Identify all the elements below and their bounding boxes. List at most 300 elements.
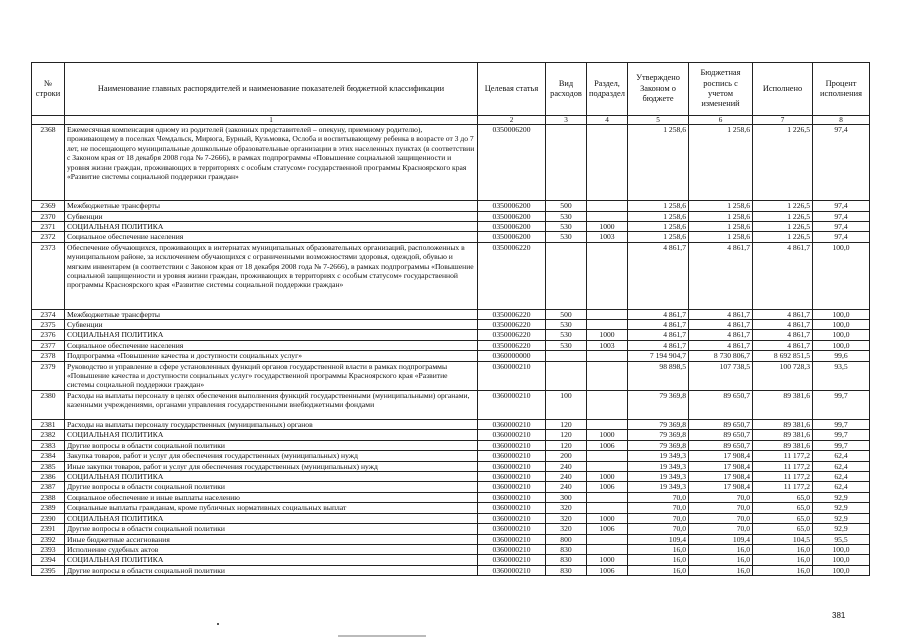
cell-row-number: 2374 xyxy=(32,309,65,319)
cell-section xyxy=(587,461,628,471)
cell-executed: 65,0 xyxy=(753,524,813,534)
cell-executed: 4 861,7 xyxy=(753,320,813,330)
cell-name: Межбюджетные трансферты xyxy=(65,201,478,211)
cell-name: Межбюджетные трансферты xyxy=(65,309,478,319)
column-number: 3 xyxy=(546,116,587,125)
cell-budget-list: 89 650,7 xyxy=(689,440,753,450)
cell-percent: 92,9 xyxy=(813,513,870,523)
cell-name: СОЦИАЛЬНАЯ ПОЛИТИКА xyxy=(65,513,478,523)
cell-name: Социальное обеспечение населения xyxy=(65,232,478,242)
cell-executed: 89 381,6 xyxy=(753,390,813,419)
cell-executed: 1 226,5 xyxy=(753,125,813,201)
cell-executed: 65,0 xyxy=(753,503,813,513)
cell-expense-type: 500 xyxy=(546,309,587,319)
cell-section xyxy=(587,201,628,211)
cell-name: Закупка товаров, работ и услуг для обеспечения государственных (муниципальных) нужд xyxy=(65,451,478,461)
cell-executed: 1 226,5 xyxy=(753,201,813,211)
cell-executed: 89 381,6 xyxy=(753,440,813,450)
column-number: 8 xyxy=(813,116,870,125)
cell-row-number: 2395 xyxy=(32,565,65,575)
cell-expense-type: 120 xyxy=(546,420,587,430)
cell-budget-list: 4 861,7 xyxy=(689,242,753,309)
column-number: 1 xyxy=(65,116,478,125)
cell-name: Иные бюджетные ассигнования xyxy=(65,534,478,544)
cell-expense-type: 530 xyxy=(546,211,587,221)
cell-target-article: 0360000210 xyxy=(478,565,546,575)
cell-approved: 4 861,7 xyxy=(628,309,689,319)
cell-expense-type: 120 xyxy=(546,440,587,450)
cell-expense-type: 830 xyxy=(546,565,587,575)
cell-approved: 70,0 xyxy=(628,524,689,534)
cell-row-number: 2393 xyxy=(32,544,65,554)
cell-budget-list: 1 258,6 xyxy=(689,222,753,232)
cell-row-number: 2394 xyxy=(32,555,65,565)
cell-name: Субвенции xyxy=(65,320,478,330)
cell-expense-type: 200 xyxy=(546,451,587,461)
cell-name: Иные закупки товаров, работ и услуг для обеспечения государственных (муниципальных) нужд xyxy=(65,461,478,471)
cell-percent: 100,0 xyxy=(813,330,870,340)
table-row xyxy=(32,201,870,211)
cell-budget-list: 89 650,7 xyxy=(689,390,753,419)
column-number: 6 xyxy=(689,116,753,125)
cell-approved: 70,0 xyxy=(628,513,689,523)
cell-section xyxy=(587,451,628,461)
cell-budget-list: 4 861,7 xyxy=(689,340,753,350)
cell-executed: 16,0 xyxy=(753,565,813,575)
cell-approved: 19 349,3 xyxy=(628,451,689,461)
cell-row-number: 2371 xyxy=(32,222,65,232)
cell-section xyxy=(587,242,628,309)
cell-executed: 11 177,2 xyxy=(753,451,813,461)
cell-approved: 1 258,6 xyxy=(628,232,689,242)
cell-row-number: 2385 xyxy=(32,461,65,471)
cell-executed: 1 226,5 xyxy=(753,232,813,242)
cell-section: 1003 xyxy=(587,340,628,350)
cell-target-article: 0360000000 xyxy=(478,351,546,361)
cell-target-article: 0350006220 xyxy=(478,340,546,350)
cell-approved: 98 898,5 xyxy=(628,361,689,390)
table-row xyxy=(32,320,870,330)
cell-target-article: 0360000210 xyxy=(478,534,546,544)
cell-approved: 1 258,6 xyxy=(628,125,689,201)
cell-target-article: 0350006200 xyxy=(478,211,546,221)
cell-budget-list: 4 861,7 xyxy=(689,320,753,330)
cell-row-number: 2390 xyxy=(32,513,65,523)
cell-budget-list: 4 861,7 xyxy=(689,309,753,319)
cell-section: 1000 xyxy=(587,513,628,523)
cell-name: Расходы на выплаты персоналу в целях обеспечения выполнения функций государственными (муниципальными) органами, казенными учреждениями, органами управления государственными внебюджетными фондами xyxy=(65,390,478,419)
cell-section xyxy=(587,320,628,330)
cell-expense-type xyxy=(546,242,587,309)
table-row xyxy=(32,309,870,319)
cell-executed: 1 226,5 xyxy=(753,211,813,221)
cell-percent: 97,4 xyxy=(813,211,870,221)
cell-approved: 4 861,7 xyxy=(628,242,689,309)
table-row xyxy=(32,351,870,361)
cell-executed: 104,5 xyxy=(753,534,813,544)
cell-percent: 100,0 xyxy=(813,242,870,309)
cell-section: 1006 xyxy=(587,565,628,575)
cell-section: 1000 xyxy=(587,222,628,232)
cell-percent: 92,9 xyxy=(813,524,870,534)
cell-budget-list: 1 258,6 xyxy=(689,211,753,221)
cell-row-number: 2392 xyxy=(32,534,65,544)
scan-artifact xyxy=(338,635,426,637)
table-row xyxy=(32,503,870,513)
cell-name: Ежемесячная компенсация одному из родителей (законных представителей – опекуну, приемному родителю), проживающему в поселках Чемдальск, Мирюга, Бурный, Кузьмовка, Ослоба и воспитывающему ребенка в возрасте от 3 до 7 лет, не посещающего муниципальные дошкольные образовательные организации в этих населенных пунктах (в соответствии с Законом края от 18 декабря 2008 года № 7-2666), в рамках подпрограммы «Повышение социальной защищенности и уровня жизни граждан, проживающих в территориях с особым статусом» государственной программы Красноярского края «Развитие системы социальной поддержки граждан» xyxy=(65,125,478,201)
cell-name: Другие вопросы в области социальной политики xyxy=(65,565,478,575)
cell-percent: 99,7 xyxy=(813,440,870,450)
table-row xyxy=(32,222,870,232)
cell-target-article: 0360000210 xyxy=(478,503,546,513)
cell-expense-type xyxy=(546,125,587,201)
cell-executed: 11 177,2 xyxy=(753,461,813,471)
cell-executed: 4 861,7 xyxy=(753,340,813,350)
cell-row-number: 2384 xyxy=(32,451,65,461)
table-row xyxy=(32,555,870,565)
cell-executed: 16,0 xyxy=(753,544,813,554)
column-number: 7 xyxy=(753,116,813,125)
header-executed: Исполнено xyxy=(753,63,813,116)
cell-budget-list: 1 258,6 xyxy=(689,232,753,242)
cell-name: СОЦИАЛЬНАЯ ПОЛИТИКА xyxy=(65,430,478,440)
cell-section xyxy=(587,492,628,502)
table-row xyxy=(32,492,870,502)
cell-target-article: 0360000210 xyxy=(478,361,546,390)
cell-row-number: 2379 xyxy=(32,361,65,390)
cell-name: Социальные выплаты гражданам, кроме публичных нормативных социальных выплат xyxy=(65,503,478,513)
cell-row-number: 2382 xyxy=(32,430,65,440)
table-body xyxy=(32,125,870,576)
table-row xyxy=(32,330,870,340)
cell-budget-list: 1 258,6 xyxy=(689,125,753,201)
cell-target-article: 0360000210 xyxy=(478,420,546,430)
cell-budget-list: 4 861,7 xyxy=(689,330,753,340)
cell-section: 1000 xyxy=(587,555,628,565)
table-row xyxy=(32,513,870,523)
cell-percent: 99,7 xyxy=(813,430,870,440)
scan-artifact xyxy=(217,623,219,625)
cell-percent: 62,4 xyxy=(813,472,870,482)
cell-name: Субвенции xyxy=(65,211,478,221)
cell-budget-list: 17 908,4 xyxy=(689,461,753,471)
cell-target-article: 0350006200 xyxy=(478,201,546,211)
cell-name: Расходы на выплаты персоналу государственных (муниципальных) органов xyxy=(65,420,478,430)
cell-name: СОЦИАЛЬНАЯ ПОЛИТИКА xyxy=(65,472,478,482)
cell-percent: 92,9 xyxy=(813,503,870,513)
cell-approved: 4 861,7 xyxy=(628,340,689,350)
header-name: Наименование главных распорядителей и наименование показателей бюджетной классификации xyxy=(65,63,478,116)
cell-percent: 93,5 xyxy=(813,361,870,390)
cell-approved: 16,0 xyxy=(628,555,689,565)
table-row xyxy=(32,211,870,221)
cell-target-article: 0360000210 xyxy=(478,461,546,471)
cell-percent: 97,4 xyxy=(813,125,870,201)
table-header-row xyxy=(32,63,870,116)
cell-approved: 79 369,8 xyxy=(628,420,689,430)
cell-row-number: 2391 xyxy=(32,524,65,534)
cell-approved: 7 194 904,7 xyxy=(628,351,689,361)
cell-executed: 89 381,6 xyxy=(753,430,813,440)
header-target-article: Целевая статья xyxy=(478,63,546,116)
cell-row-number: 2369 xyxy=(32,201,65,211)
cell-section xyxy=(587,390,628,419)
cell-target-article: 0360000210 xyxy=(478,544,546,554)
cell-expense-type: 830 xyxy=(546,544,587,554)
cell-budget-list: 89 650,7 xyxy=(689,430,753,440)
cell-approved: 70,0 xyxy=(628,492,689,502)
cell-budget-list: 70,0 xyxy=(689,513,753,523)
table-row xyxy=(32,482,870,492)
cell-row-number: 2370 xyxy=(32,211,65,221)
cell-approved: 109,4 xyxy=(628,534,689,544)
cell-budget-list: 8 730 806,7 xyxy=(689,351,753,361)
cell-expense-type: 530 xyxy=(546,320,587,330)
cell-budget-list: 107 738,5 xyxy=(689,361,753,390)
table-row xyxy=(32,461,870,471)
cell-expense-type xyxy=(546,361,587,390)
cell-target-article: 0360000210 xyxy=(478,524,546,534)
cell-budget-list: 70,0 xyxy=(689,524,753,534)
cell-budget-list: 70,0 xyxy=(689,503,753,513)
cell-target-article: 0350006220 xyxy=(478,330,546,340)
cell-section: 1000 xyxy=(587,472,628,482)
cell-section xyxy=(587,351,628,361)
cell-budget-list: 1 258,6 xyxy=(689,201,753,211)
cell-expense-type: 530 xyxy=(546,222,587,232)
cell-row-number: 2372 xyxy=(32,232,65,242)
cell-name: СОЦИАЛЬНАЯ ПОЛИТИКА xyxy=(65,222,478,232)
cell-percent: 100,0 xyxy=(813,309,870,319)
cell-name: Другие вопросы в области социальной политики xyxy=(65,482,478,492)
cell-executed: 65,0 xyxy=(753,492,813,502)
cell-percent: 95,5 xyxy=(813,534,870,544)
cell-approved: 70,0 xyxy=(628,503,689,513)
cell-percent: 97,4 xyxy=(813,201,870,211)
cell-row-number: 2376 xyxy=(32,330,65,340)
cell-approved: 1 258,6 xyxy=(628,222,689,232)
cell-approved: 16,0 xyxy=(628,544,689,554)
cell-target-article: 0360000210 xyxy=(478,390,546,419)
cell-name: Другие вопросы в области социальной политики xyxy=(65,524,478,534)
header-expense-type: Вид расходов xyxy=(546,63,587,116)
cell-budget-list: 109,4 xyxy=(689,534,753,544)
cell-approved: 16,0 xyxy=(628,565,689,575)
cell-approved: 19 349,3 xyxy=(628,461,689,471)
table-row xyxy=(32,534,870,544)
cell-section: 1000 xyxy=(587,330,628,340)
cell-percent: 100,0 xyxy=(813,565,870,575)
cell-approved: 79 369,8 xyxy=(628,440,689,450)
cell-budget-list: 16,0 xyxy=(689,544,753,554)
cell-expense-type: 500 xyxy=(546,201,587,211)
cell-executed: 8 692 851,5 xyxy=(753,351,813,361)
cell-row-number: 2375 xyxy=(32,320,65,330)
cell-row-number: 2389 xyxy=(32,503,65,513)
table-row xyxy=(32,472,870,482)
cell-target-article: 0350006200 xyxy=(478,222,546,232)
cell-executed: 65,0 xyxy=(753,513,813,523)
cell-target-article: 0360000210 xyxy=(478,555,546,565)
cell-expense-type: 320 xyxy=(546,503,587,513)
cell-percent: 97,4 xyxy=(813,222,870,232)
header-percent: Процент исполнения xyxy=(813,63,870,116)
header-approved: Утверждено Законом о бюджете xyxy=(628,63,689,116)
budget-table-sheet xyxy=(31,62,869,576)
cell-percent: 100,0 xyxy=(813,544,870,554)
cell-approved: 4 861,7 xyxy=(628,320,689,330)
cell-executed: 4 861,7 xyxy=(753,242,813,309)
cell-expense-type: 530 xyxy=(546,340,587,350)
cell-percent: 92,9 xyxy=(813,492,870,502)
cell-row-number: 2387 xyxy=(32,482,65,492)
table-row xyxy=(32,390,870,419)
cell-executed: 89 381,6 xyxy=(753,420,813,430)
cell-budget-list: 70,0 xyxy=(689,492,753,502)
table-row xyxy=(32,420,870,430)
cell-expense-type: 320 xyxy=(546,513,587,523)
cell-target-article: 0360000210 xyxy=(478,492,546,502)
header-budget-list: Бюджетная роспись с учетом изменений xyxy=(689,63,753,116)
cell-percent: 97,4 xyxy=(813,232,870,242)
table-row xyxy=(32,125,870,201)
column-number-row xyxy=(32,116,870,125)
cell-percent: 100,0 xyxy=(813,340,870,350)
table-row xyxy=(32,451,870,461)
cell-expense-type: 240 xyxy=(546,472,587,482)
cell-name: СОЦИАЛЬНАЯ ПОЛИТИКА xyxy=(65,555,478,565)
table-row xyxy=(32,232,870,242)
cell-expense-type: 100 xyxy=(546,390,587,419)
table-row xyxy=(32,430,870,440)
column-number xyxy=(32,116,65,125)
table-row xyxy=(32,524,870,534)
cell-row-number: 2377 xyxy=(32,340,65,350)
cell-executed: 4 861,7 xyxy=(753,309,813,319)
cell-expense-type: 240 xyxy=(546,482,587,492)
budget-execution-table xyxy=(31,62,870,576)
cell-row-number: 2380 xyxy=(32,390,65,419)
cell-name: Подпрограмма «Повышение качества и доступности социальных услуг» xyxy=(65,351,478,361)
cell-budget-list: 16,0 xyxy=(689,565,753,575)
cell-approved: 4 861,7 xyxy=(628,330,689,340)
cell-budget-list: 89 650,7 xyxy=(689,420,753,430)
cell-section xyxy=(587,503,628,513)
cell-section xyxy=(587,361,628,390)
cell-row-number: 2378 xyxy=(32,351,65,361)
cell-expense-type: 830 xyxy=(546,555,587,565)
cell-percent: 100,0 xyxy=(813,320,870,330)
cell-section xyxy=(587,544,628,554)
cell-row-number: 2373 xyxy=(32,242,65,309)
cell-name: Социальное обеспечение и иные выплаты населению xyxy=(65,492,478,502)
cell-row-number: 2368 xyxy=(32,125,65,201)
cell-approved: 1 258,6 xyxy=(628,211,689,221)
cell-percent: 99,7 xyxy=(813,390,870,419)
cell-executed: 11 177,2 xyxy=(753,482,813,492)
cell-budget-list: 17 908,4 xyxy=(689,472,753,482)
cell-section: 1006 xyxy=(587,440,628,450)
cell-section: 1003 xyxy=(587,232,628,242)
column-number: 5 xyxy=(628,116,689,125)
cell-target-article: 0360000210 xyxy=(478,482,546,492)
cell-target-article: 0350006220 xyxy=(478,242,546,309)
cell-expense-type: 300 xyxy=(546,492,587,502)
cell-name: Руководство и управление в сфере установленных функций органов государственной власти в рамках подпрограммы «Повышение качества и доступности социальных услуг» государственной программы Красноярского края «Развитие системы социальной поддержки граждан» xyxy=(65,361,478,390)
cell-section xyxy=(587,534,628,544)
cell-approved: 19 349,3 xyxy=(628,472,689,482)
cell-target-article: 0360000210 xyxy=(478,430,546,440)
table-row xyxy=(32,565,870,575)
cell-name: Обеспечение обучающихся, проживающих в интернатах муниципальных образовательных организаций, расположенных в муниципальном районе, за исключением обучающихся с ограниченными возможностями здоровья, одеждой, обувью и мягким инвентарем (в соответствии с Законом края от 18 декабря 2008 года № 7-2666), в рамках подпрограммы «Повышение социальной защищенности и уровня жизни граждан, проживающих в территориях с особым статусом» государственной программы Красноярского края «Развитие системы социальной поддержки граждан» xyxy=(65,242,478,309)
table-row xyxy=(32,544,870,554)
cell-section: 1000 xyxy=(587,430,628,440)
header-section: Раздел, подраздел xyxy=(587,63,628,116)
cell-target-article: 0360000210 xyxy=(478,451,546,461)
cell-budget-list: 16,0 xyxy=(689,555,753,565)
cell-name: Социальное обеспечение населения xyxy=(65,340,478,350)
cell-approved: 79 369,8 xyxy=(628,390,689,419)
cell-approved: 79 369,8 xyxy=(628,430,689,440)
cell-approved: 19 349,3 xyxy=(628,482,689,492)
table-row xyxy=(32,440,870,450)
cell-target-article: 0350006200 xyxy=(478,232,546,242)
header-row-number: № строки xyxy=(32,63,65,116)
cell-row-number: 2381 xyxy=(32,420,65,430)
cell-target-article: 0350006200 xyxy=(478,125,546,201)
cell-percent: 62,4 xyxy=(813,451,870,461)
cell-name: Исполнение судебных актов xyxy=(65,544,478,554)
table-row xyxy=(32,242,870,309)
cell-section xyxy=(587,211,628,221)
cell-percent: 99,6 xyxy=(813,351,870,361)
cell-approved: 1 258,6 xyxy=(628,201,689,211)
cell-budget-list: 17 908,4 xyxy=(689,482,753,492)
cell-row-number: 2386 xyxy=(32,472,65,482)
cell-expense-type xyxy=(546,351,587,361)
cell-section: 1006 xyxy=(587,524,628,534)
cell-section xyxy=(587,309,628,319)
cell-budget-list: 17 908,4 xyxy=(689,451,753,461)
cell-expense-type: 530 xyxy=(546,232,587,242)
column-number: 2 xyxy=(478,116,546,125)
table-row xyxy=(32,361,870,390)
cell-target-article: 0350006220 xyxy=(478,320,546,330)
cell-row-number: 2383 xyxy=(32,440,65,450)
cell-target-article: 0360000210 xyxy=(478,472,546,482)
cell-target-article: 0360000210 xyxy=(478,513,546,523)
cell-expense-type: 320 xyxy=(546,524,587,534)
page-number: 381 xyxy=(832,611,846,620)
cell-executed: 16,0 xyxy=(753,555,813,565)
cell-name: Другие вопросы в области социальной политики xyxy=(65,440,478,450)
cell-percent: 62,4 xyxy=(813,461,870,471)
cell-executed: 1 226,5 xyxy=(753,222,813,232)
table-row xyxy=(32,340,870,350)
cell-percent: 99,7 xyxy=(813,420,870,430)
cell-target-article: 0360000210 xyxy=(478,440,546,450)
cell-percent: 100,0 xyxy=(813,555,870,565)
cell-executed: 11 177,2 xyxy=(753,472,813,482)
cell-target-article: 0350006220 xyxy=(478,309,546,319)
cell-percent: 62,4 xyxy=(813,482,870,492)
cell-expense-type: 240 xyxy=(546,461,587,471)
cell-expense-type: 530 xyxy=(546,330,587,340)
cell-section: 1006 xyxy=(587,482,628,492)
cell-section xyxy=(587,125,628,201)
cell-expense-type: 800 xyxy=(546,534,587,544)
cell-expense-type: 120 xyxy=(546,430,587,440)
